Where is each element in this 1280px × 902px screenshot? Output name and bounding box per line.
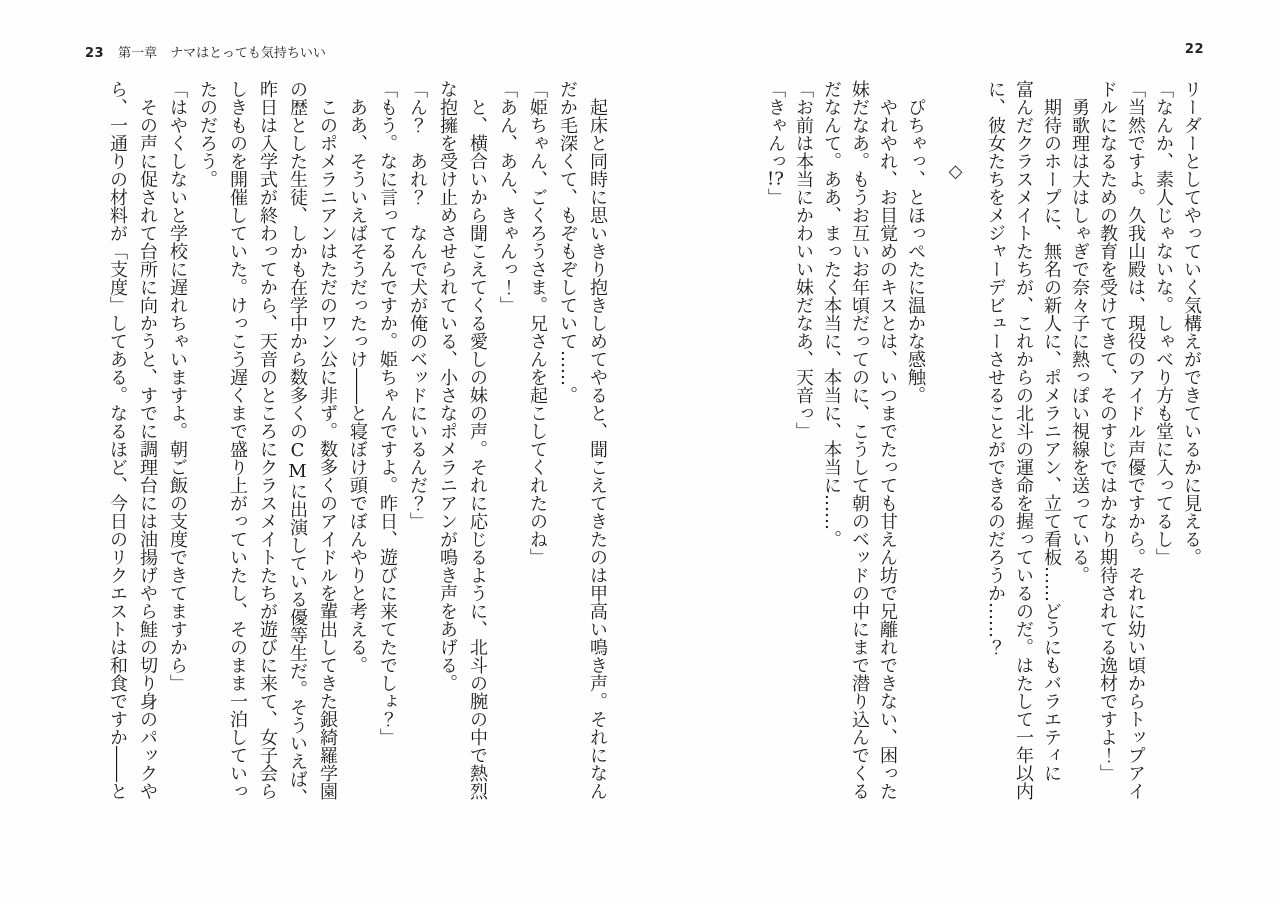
text-column: やれやれ、お目覚めのキスとは、いつまでたっても甘えん坊で兄離れできない、困った bbox=[877, 80, 898, 800]
text-column: と、横合いから聞こえてくる愛しの妹の声。それに応じるように、北斗の腕の中で熱烈 bbox=[467, 80, 488, 800]
left-page-number: 23 bbox=[85, 46, 105, 61]
text-column: に、彼女たちをメジャーデビューさせることができるのだろうか……？ bbox=[985, 80, 1006, 656]
text-column: だか毛深くて、もぞもぞしていて……。 bbox=[557, 80, 578, 404]
text-column: 「きゃんっ!?」 bbox=[765, 80, 786, 206]
text-column: 期待のホープに、無名の新人に、ポメラニアン、立て看板……どうにもバラエティに bbox=[1041, 80, 1062, 782]
text-column: な抱擁を受け止めさせられている、小さなポメラニアンが鳴き声をあげる。 bbox=[437, 80, 458, 692]
text-column: ら、一通りの材料が「支度」してある。なるほど、今日のリクエストは和食ですか――と bbox=[107, 80, 128, 800]
page-23-text-block bbox=[102, 80, 612, 858]
right-page-running-head bbox=[1185, 42, 1204, 60]
text-column: 「もう。なに言ってるんですか。姫ちゃんですよ。昨日、遊びに来てたでしょ？」 bbox=[377, 80, 398, 746]
text-column: 「ん？ あれ？ なんで犬が俺のベッドにいるんだ？」 bbox=[407, 80, 428, 530]
text-column: の歴とした生徒、しかも在学中から数多くのCMに出演している優等生だ。そういえば、 bbox=[287, 80, 308, 806]
text-column: ドルになるための教育を受けてきて、そのすじではかなり期待されてる逸材ですよ！」 bbox=[1097, 80, 1118, 782]
text-column: 「はやくしないと学校に遅れちゃいますよ。朝ご飯の支度できてますから」 bbox=[167, 80, 188, 692]
text-column: リーダーとしてやっていく気構えができているかに見える。 bbox=[1181, 80, 1202, 566]
text-column: 「当然ですよ。久我山殿は、現役のアイドル声優ですから。それに幼い頃からトップアイ bbox=[1125, 80, 1146, 800]
text-column: 起床と同時に思いきり抱きしめてやると、聞こえてきたのは甲高い鳴き声。それになん bbox=[587, 80, 608, 800]
text-column: たのだろう。 bbox=[197, 80, 218, 188]
text-column: その声に促されて台所に向かうと、すでに調理台には油揚げやら鮭の切り身のパックや bbox=[137, 80, 158, 800]
text-column: 昨日は入学式が終わってから、天音のところにクラスメイトたちが遊びに来て、女子会ら bbox=[257, 80, 278, 800]
text-column: 「あん、あん、きゃんっ！」 bbox=[497, 80, 518, 314]
page-22-text-block bbox=[761, 80, 1205, 858]
left-page-running-head bbox=[85, 42, 326, 60]
text-column: このポメラニアンはただのワン公に非ず。数多くのアイドルを輩出してきた銀綺羅学園 bbox=[317, 80, 338, 800]
text-column: 「姫ちゃん、ごくろうさま。兄さんを起こしてくれたのね」 bbox=[527, 80, 548, 566]
chapter-title: ナマはとっても気持ちいい bbox=[170, 46, 326, 61]
section-divider-diamond: ◇ bbox=[945, 161, 966, 182]
text-column: しきものを開催していた。けっこう遅くまで盛り上がっていたし、そのまま一泊していっ bbox=[227, 80, 248, 800]
text-column: 富んだクラスメイトたちが、これからの北斗の運命を握っているのだ。はたして一年以内 bbox=[1013, 80, 1034, 800]
text-column: 妹だなあ。もうお互いお年頃だってのに、こうして朝のベッドの中にまで潜り込んでくる bbox=[849, 80, 870, 800]
text-column: 「お前は本当にかわいい妹だなあ、天音っ」 bbox=[793, 80, 814, 440]
text-column: 「なんか、素人じゃないな。しゃべり方も堂に入ってるし」 bbox=[1153, 80, 1174, 566]
chapter-label: 第一章 bbox=[118, 46, 158, 61]
text-column: 勇歌理は大はしゃぎで奈々子に熱っぽい視線を送っている。 bbox=[1069, 80, 1090, 584]
text-column: ああ、そういえばそうだったっけ――と寝ぼけ頭でぼんやりと考える。 bbox=[347, 80, 368, 674]
text-column: ぴちゃっ、とほっぺたに温かな感触。 bbox=[905, 80, 926, 404]
text-column: だなんて。ああ、まったく本当に、本当に、本当に……。 bbox=[821, 80, 842, 548]
right-page-number: 22 bbox=[1184, 42, 1204, 57]
